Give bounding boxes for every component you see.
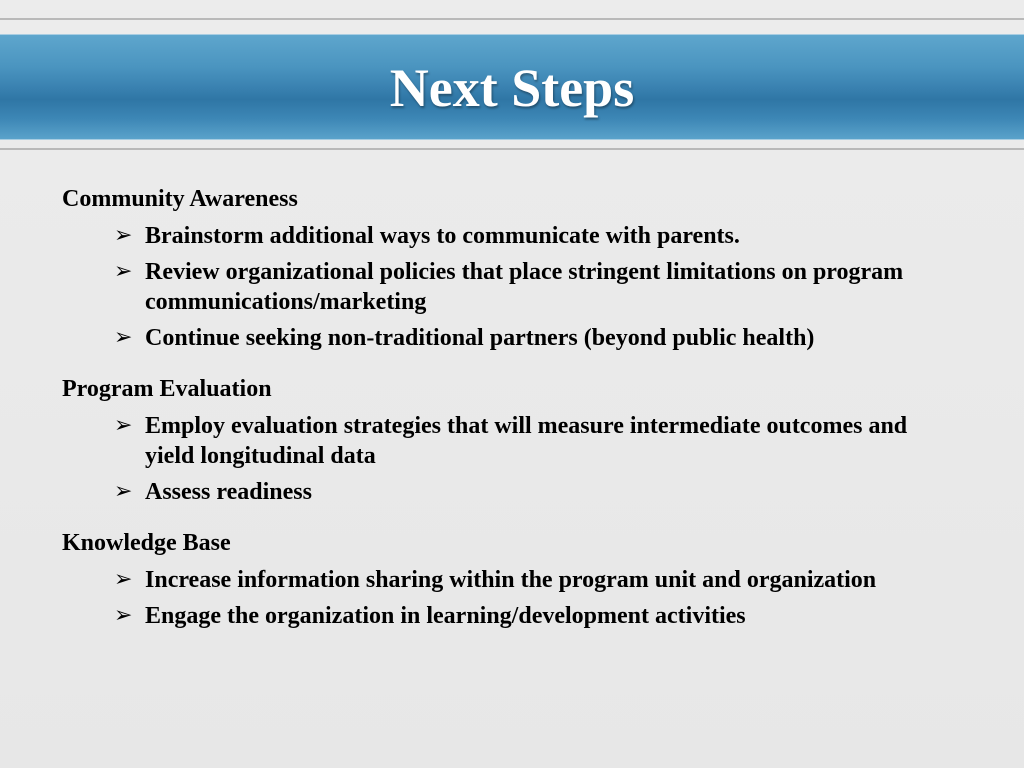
- arrow-bullet-icon: ➢: [114, 603, 133, 628]
- list-item-text: Increase information sharing within the program unit and organization: [145, 567, 877, 593]
- section-heading: Knowledge Base: [62, 530, 231, 556]
- arrow-bullet-icon: ➢: [114, 567, 133, 592]
- section-knowledge-base: [62, 527, 962, 631]
- bullet-list: [62, 565, 962, 631]
- slide-content: [62, 183, 962, 651]
- list-item: [62, 411, 945, 471]
- bullet-list: [62, 411, 962, 507]
- arrow-bullet-icon: ➢: [114, 259, 133, 284]
- list-item: [62, 257, 945, 317]
- list-item-text: Assess readiness: [145, 479, 312, 505]
- list-item-text: Review organizational policies that place stringent limitations on program communications/marketing: [145, 259, 904, 315]
- top-divider: [0, 18, 1024, 20]
- list-item-text: Continue seeking non-traditional partners (beyond public health): [145, 325, 815, 351]
- list-item: [62, 477, 945, 507]
- list-item: [62, 565, 945, 595]
- section-heading: Community Awareness: [62, 186, 298, 212]
- bullet-list: [62, 221, 962, 353]
- slide-title: Next Steps: [389, 58, 635, 118]
- list-item: [62, 221, 945, 251]
- list-item-text: Brainstorm additional ways to communicate with parents.: [145, 223, 740, 249]
- list-item-text: Engage the organization in learning/development activities: [145, 603, 746, 629]
- list-item-text: Employ evaluation strategies that will measure intermediate outcomes and yield longitudinal data: [145, 413, 908, 469]
- section-community-awareness: [62, 183, 962, 353]
- section-program-evaluation: [62, 373, 962, 507]
- arrow-bullet-icon: ➢: [114, 413, 133, 438]
- arrow-bullet-icon: ➢: [114, 223, 133, 248]
- arrow-bullet-icon: ➢: [114, 325, 133, 350]
- section-heading: Program Evaluation: [62, 376, 272, 402]
- bottom-divider: [0, 148, 1024, 150]
- arrow-bullet-icon: ➢: [114, 479, 133, 504]
- list-item: [62, 323, 945, 353]
- list-item: [62, 601, 945, 631]
